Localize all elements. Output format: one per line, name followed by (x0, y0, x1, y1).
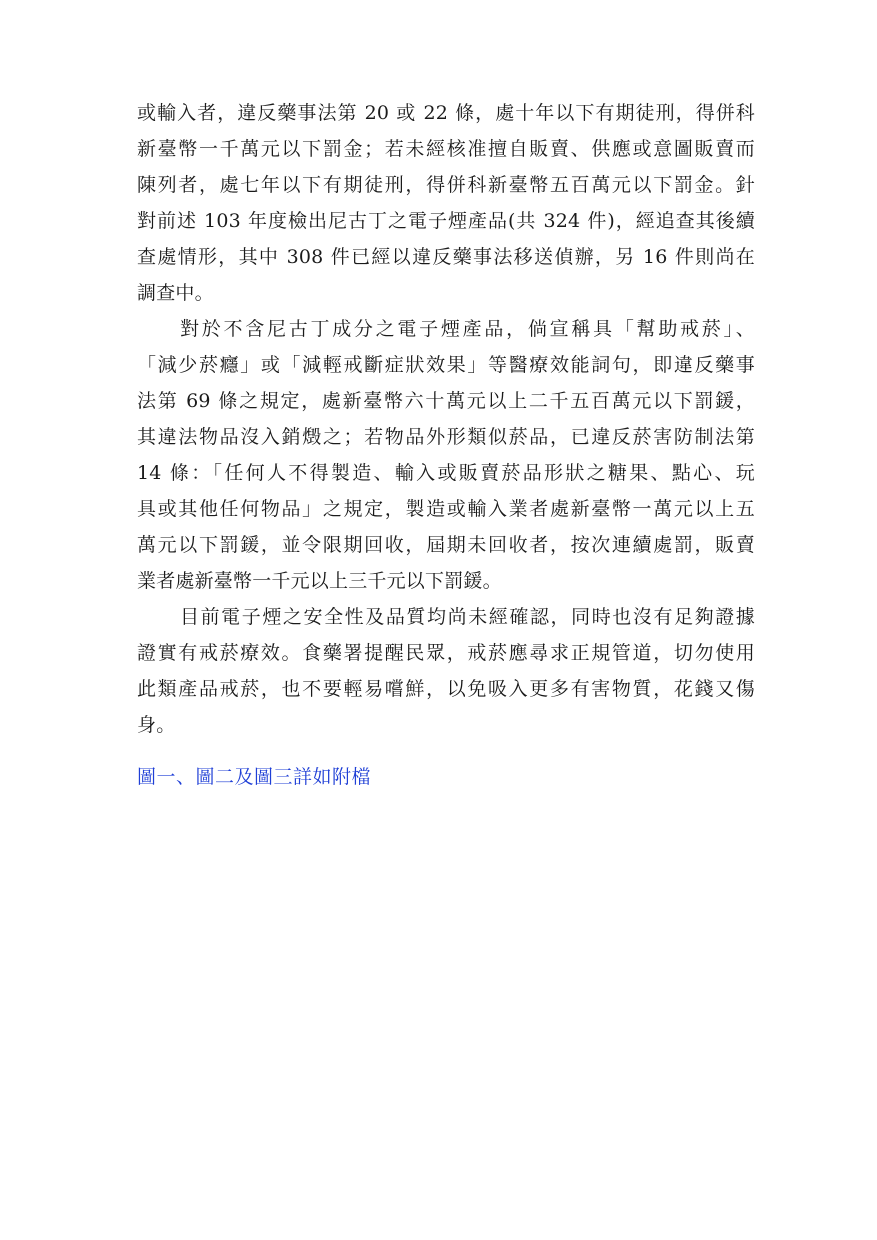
paragraph-2-line-8: 業者處新臺幣一千元以上三千元以下罰鍰。 (137, 570, 502, 592)
paragraph-3-line-3: 此類產品戒菸，也不要輕易嚐鮮，以免吸入更多有害物質，花錢又傷 (137, 678, 755, 700)
paragraph-1-line-6: 調查中。 (137, 282, 214, 304)
paragraph-2-line-7: 萬元以下罰鍰，並令限期回收，屆期未回收者，按次連續處罰，販賣 (137, 534, 755, 556)
paragraph-3-line-4: 身。 (137, 714, 176, 736)
paragraph-1-line-5: 查處情形，其中 308 件已經以違反藥事法移送偵辦，另 16 件則尚在 (137, 246, 755, 268)
paragraph-1-line-4: 對前述 103 年度檢出尼古丁之電子煙產品(共 324 件)，經追查其後續 (137, 210, 755, 232)
paragraph-1-line-3: 陳列者，處七年以下有期徒刑，得併科新臺幣五百萬元以下罰金。針 (137, 174, 755, 196)
paragraph-3-line-2: 證實有戒菸療效。食藥署提醒民眾，戒菸應尋求正規管道，切勿使用 (137, 642, 755, 664)
paragraph-1-line-1: 或輸入者，違反藥事法第 20 或 22 條，處十年以下有期徒刑，得併科 (137, 102, 755, 124)
paragraph-2-line-2: 「減少菸癮」或「減輕戒斷症狀效果」等醫療效能詞句，即違反藥事 (137, 354, 755, 376)
paragraph-2-line-6: 具或其他任何物品」之規定，製造或輸入業者處新臺幣一萬元以上五 (137, 498, 755, 520)
paragraph-2-line-4: 其違法物品沒入銷燬之；若物品外形類似菸品，已違反菸害防制法第 (137, 426, 755, 448)
paragraph-1-line-2: 新臺幣一千萬元以下罰金；若未經核准擅自販賣、供應或意圖販賣而 (137, 138, 755, 160)
paragraph-2-line-3: 法第 69 條之規定，處新臺幣六十萬元以上二千五百萬元以下罰鍰， (137, 390, 755, 412)
paragraph-3-line-1: 目前電子煙之安全性及品質均尚未經確認，同時也沒有足夠證據 (180, 606, 755, 628)
paragraph-2-line-1: 對於不含尼古丁成分之電子煙產品，倘宣稱具「幫助戒菸」、 (180, 318, 755, 340)
attachment-link[interactable]: 圖一、圖二及圖三詳如附檔 (137, 766, 372, 788)
paragraph-2-line-5: 14 條：「任何人不得製造、輸入或販賣菸品形狀之糖果、點心、玩 (137, 462, 755, 484)
